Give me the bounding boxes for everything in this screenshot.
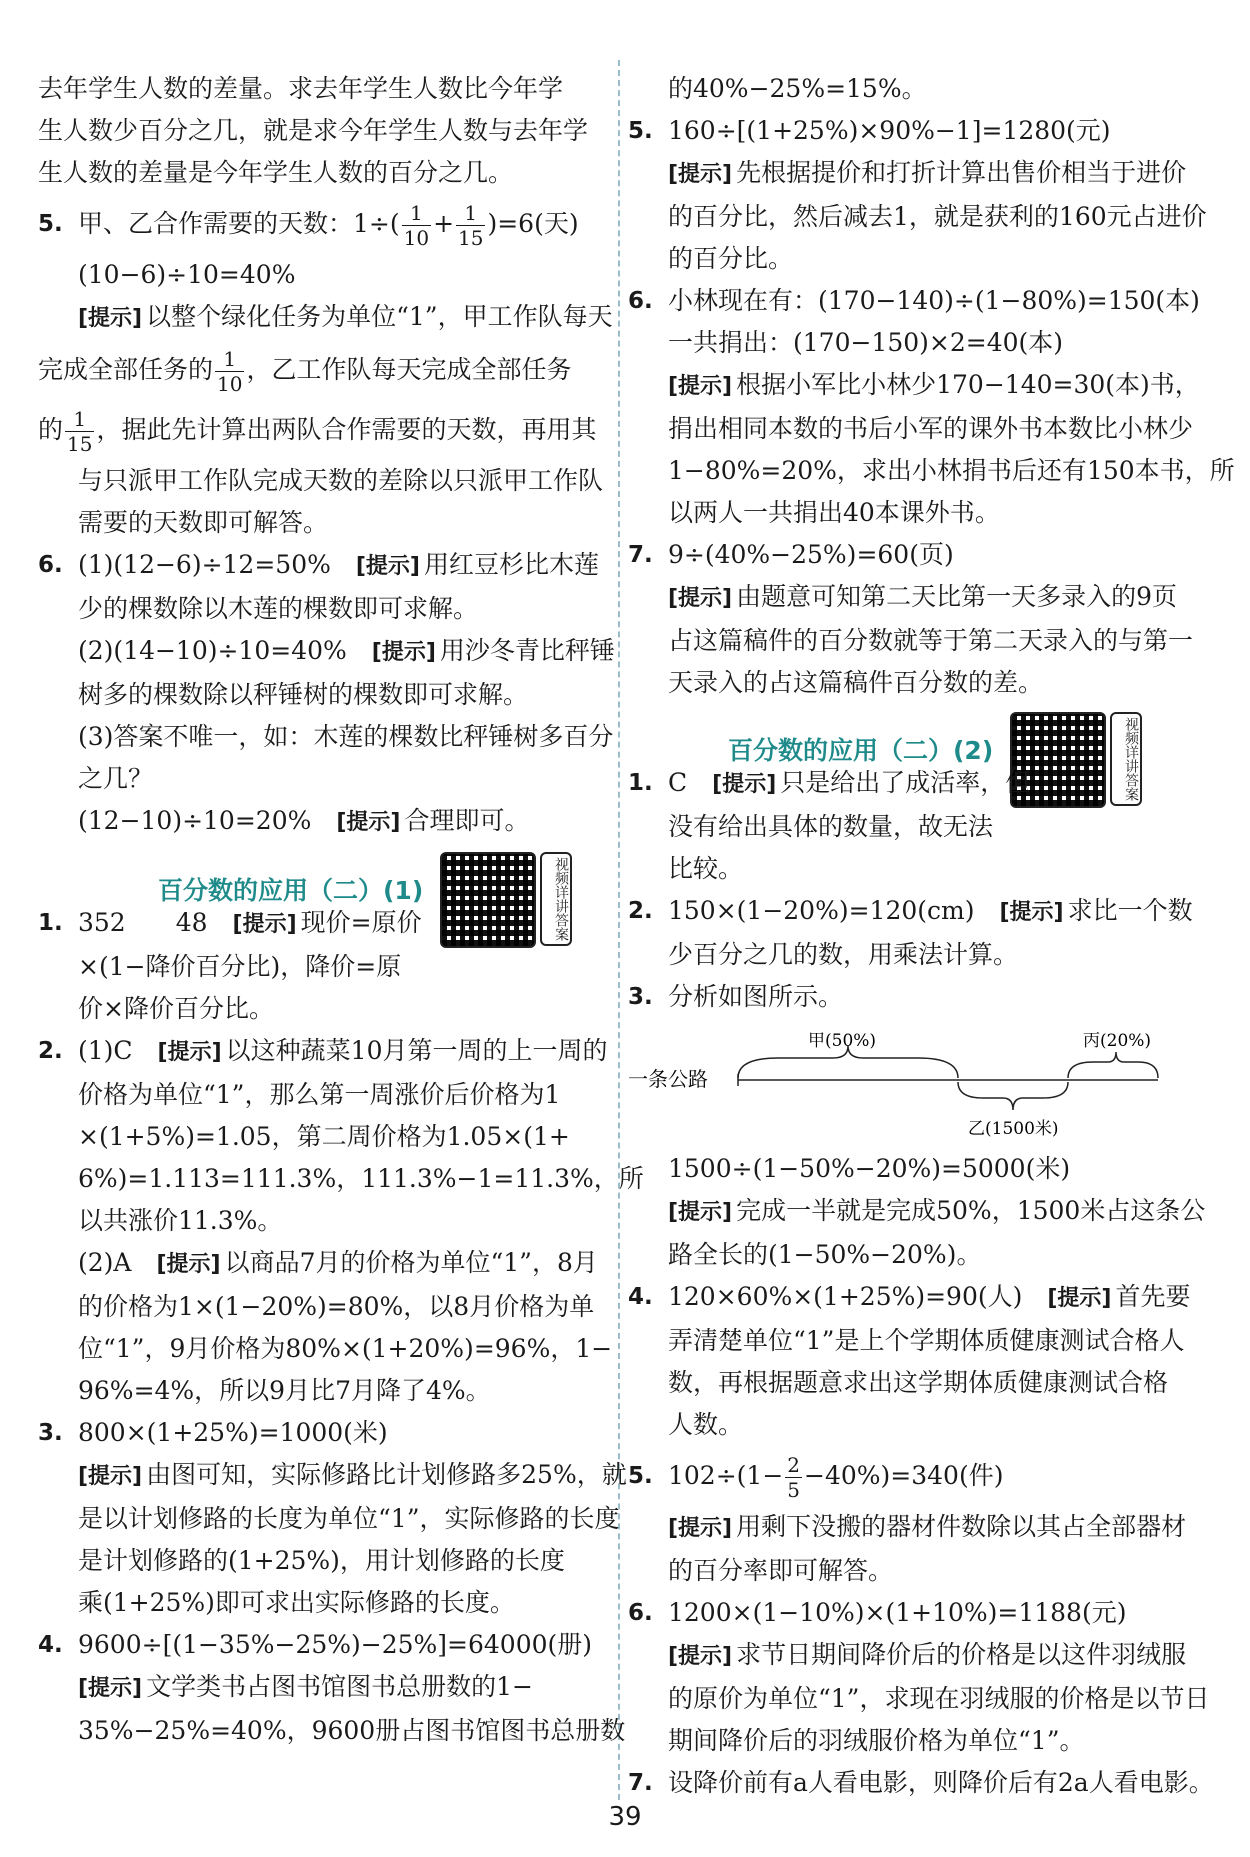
line-text: 占这篇稿件的百分数就等于第二天录入的与第一: [668, 626, 1194, 655]
hint-label: [提示]: [668, 1516, 733, 1541]
text-line: [628, 152, 1200, 196]
text-line: [38, 502, 610, 544]
line-text: 用剩下没搬的器材件数除以其占全部器材: [736, 1512, 1187, 1541]
hint-label: [提示]: [668, 374, 733, 399]
item-number: 3.: [628, 984, 653, 1010]
line-text: (10−6)÷10=40%: [78, 260, 296, 289]
text-line: [628, 1678, 1210, 1720]
text-line: [38, 758, 610, 800]
line-text: 完成全部任务的: [38, 355, 214, 384]
brace-bing: [1068, 1052, 1158, 1078]
fraction-denominator: 5: [787, 1478, 801, 1502]
road-diagram-svg: [628, 1018, 1200, 1148]
text-line: [628, 1190, 1206, 1234]
line-text: 一共捐出：(170−150)×2=40(本): [668, 328, 1064, 357]
line-text: 弄清楚单位“1”是上个学期体质健康测试合格人: [668, 1326, 1185, 1355]
line-text: ×(1+5%)=1.05，第二周价格为1.05×(1+: [78, 1122, 570, 1151]
line-text: 的百分率即可解答。: [668, 1556, 894, 1585]
text-line: [628, 1148, 1200, 1190]
item-number: 5.: [628, 118, 653, 144]
line-text: 价格为单位“1”，那么第一周涨价后价格为1: [78, 1080, 561, 1109]
line-text: 分析如图所示。: [668, 982, 844, 1011]
item-number: 1.: [38, 910, 63, 936]
text-line: [38, 1666, 610, 1710]
line-text: 由图可知，实际修路比计划修路多25%，就: [146, 1460, 627, 1489]
hint-label: [提示]: [355, 554, 420, 579]
text-line: [38, 340, 610, 400]
fraction-numerator: 1: [65, 409, 94, 432]
section-title-left: 百分数的应用（二）(1) 视频详讲答案: [38, 844, 610, 902]
text-line: [628, 280, 1200, 322]
line-text: 求节日期间降价后的价格是以这件羽绒服: [736, 1640, 1187, 1669]
line-text: 用沙冬青比秤锤: [439, 636, 615, 665]
line-text: ，乙工作队每天完成全部任务: [246, 355, 572, 384]
line-text: 完成一半就是完成50%，1500米占这条公: [736, 1196, 1206, 1225]
text-line: [38, 1030, 610, 1074]
text-line: [38, 1116, 610, 1158]
fraction: [215, 349, 244, 394]
fraction: [785, 1455, 802, 1500]
line-text: (1)C: [78, 1036, 158, 1065]
text-line: [38, 296, 613, 340]
line-text: 树多的棵数除以秤锤树的棵数即可求解。: [78, 680, 529, 709]
line-text: 的价格为1×(1−20%)=80%，以8月价格为单: [78, 1292, 595, 1321]
line-text: 期间降价后的羽绒服价格为单位“1”。: [668, 1726, 1085, 1755]
hint-label: [提示]: [78, 306, 143, 331]
line-text: 需要的天数即可解答。: [78, 508, 329, 537]
line-text: 根据小军比小林少170−140=30(本)书，: [736, 370, 1200, 399]
line-text: 是计划修路的(1+25%)，用计划修路的长度: [78, 1546, 565, 1575]
line-text: 6%)=1.113=111.3%，111.3%−1=11.3%，所: [78, 1164, 644, 1193]
text-line: [628, 890, 1200, 934]
road-diagram: [628, 1018, 1200, 1148]
text-line: [628, 1592, 1200, 1634]
line-text: 少的棵数除以木莲的棵数即可求解。: [78, 594, 479, 623]
text-line: [38, 946, 610, 988]
text-line: [38, 988, 610, 1030]
fraction-denominator: 10: [217, 372, 243, 396]
text-line: [628, 1506, 1200, 1550]
line-text: 乘(1+25%)即可求出实际修路的长度。: [78, 1588, 515, 1617]
item-number: 2.: [38, 1038, 63, 1064]
text-line: [628, 110, 1200, 152]
hint-label: [提示]: [78, 1464, 143, 1489]
line-text: 以共涨价11.3%。: [78, 1206, 283, 1235]
text-line: [38, 254, 610, 296]
text-line: [628, 1446, 1200, 1506]
section-title-right: 百分数的应用（二）(2) 视频详讲答案: [628, 704, 1200, 762]
line-text: 是以计划修路的长度为单位“1”，实际修路的长度: [78, 1504, 620, 1533]
line-text: 352 48: [78, 908, 233, 937]
hint-label: [提示]: [371, 640, 436, 665]
hint-label: [提示]: [712, 772, 777, 797]
line-text: 1200×(1−10%)×(1+10%)=1188(元): [668, 1598, 1127, 1627]
hint-label: [提示]: [156, 1252, 221, 1277]
text-line: [38, 1200, 610, 1242]
line-text: 首先要: [1115, 1282, 1191, 1311]
line-text: −40%)=340(件): [804, 1461, 1004, 1490]
text-line: [628, 68, 1200, 110]
line-text: 1−80%=20%，求出小林捐书后还有150本书，所: [668, 456, 1235, 485]
hint-label: [提示]: [232, 912, 297, 937]
line-text: 与只派甲工作队完成天数的差除以只派甲工作队: [78, 466, 604, 495]
text-line: [628, 620, 1200, 662]
text-line: [628, 322, 1200, 364]
text-line: [38, 400, 610, 460]
line-text: 120×60%×(1+25%)=90(人): [668, 1282, 1048, 1311]
line-text: 160÷[(1+25%)×90%−1]=1280(元): [668, 116, 1111, 145]
line-text: 以这种蔬菜10月第一周的上一周的: [225, 1036, 608, 1065]
text-line: [628, 196, 1207, 238]
line-text: (3)答案不唯一，如：木莲的棵数比秤锤树多百分: [78, 722, 614, 751]
qr-code-icon[interactable]: 视频详讲答案: [440, 852, 536, 948]
text-line: [38, 1454, 627, 1498]
line-text: )=6(天): [487, 209, 579, 238]
bing-label: 丙(20%): [1083, 1031, 1152, 1051]
item-number: 6.: [628, 1600, 653, 1626]
text-line: [38, 902, 610, 946]
item-number: 1.: [628, 770, 653, 796]
line-text: 的百分比，然后减去1，就是获利的160元占进价: [668, 202, 1207, 231]
text-line: [628, 1234, 1200, 1276]
right-column: [628, 68, 1235, 1804]
qr-code-icon[interactable]: 视频详讲答案: [1010, 712, 1106, 808]
text-line: [628, 848, 1200, 890]
text-line: [38, 674, 610, 716]
line-text: 数，再根据题意求出这学期体质健康测试合格: [668, 1368, 1169, 1397]
text-line: [38, 194, 610, 254]
text-line: [628, 976, 1200, 1018]
line-text: 设降价前有a人看电影，则降价后有2a人看电影。: [668, 1768, 1214, 1797]
text-line: [38, 1370, 610, 1412]
text-line: [628, 934, 1200, 976]
text-line: [38, 110, 610, 152]
line-text: 的百分比。: [668, 244, 794, 273]
hint-label: [提示]: [1047, 1286, 1112, 1311]
line-text: 150×(1−20%)=120(cm): [668, 896, 1000, 925]
text-line: [38, 1286, 610, 1328]
text-line: [628, 408, 1200, 450]
text-line: [628, 576, 1200, 620]
fraction-numerator: 2: [787, 1453, 801, 1477]
item-number: 7.: [628, 542, 653, 568]
line-text: 之几？: [78, 764, 154, 793]
text-line: [628, 1276, 1200, 1320]
line-text: (1)(12−6)÷12=50%: [78, 550, 356, 579]
text-line: [38, 1582, 610, 1624]
line-text: (2)(14−10)÷10=40%: [78, 636, 372, 665]
line-text: (2)A: [78, 1248, 157, 1277]
text-line: [38, 630, 615, 674]
line-text: 只是给出了成活率，但: [780, 768, 1031, 797]
line-text: 小林现在有：(170−140)÷(1−80%)=150(本): [668, 286, 1200, 315]
text-line: [38, 588, 610, 630]
line-text: 文学类书占图书馆图书总册数的1−: [146, 1672, 533, 1701]
text-line: [628, 1762, 1214, 1804]
hint-label: [提示]: [336, 810, 401, 835]
line-text: 甲、乙合作需要的天数：1÷(: [78, 209, 400, 238]
text-line: [38, 1540, 610, 1582]
line-text: 生人数的差量是今年学生人数的百分之几。: [38, 158, 514, 187]
text-line: [38, 800, 610, 844]
jia-label: 甲(50%): [808, 1031, 877, 1051]
line-text: 少百分之几的数，用乘法计算。: [668, 940, 1019, 969]
item-number: 4.: [38, 1632, 63, 1658]
line-text: 现价=原价: [300, 908, 422, 937]
text-line: [628, 534, 1200, 576]
road-label: 一条公路: [628, 1067, 708, 1091]
fraction-numerator: 1: [456, 203, 485, 226]
line-text: 天录入的占这篇稿件百分数的差。: [668, 668, 1044, 697]
left-column: [38, 68, 644, 1752]
item-number: 5.: [38, 211, 63, 237]
line-text: C: [668, 768, 713, 797]
line-text: 没有给出具体的数量，故无法: [668, 812, 994, 841]
hint-label: [提示]: [999, 900, 1064, 925]
hint-label: [提示]: [78, 1676, 143, 1701]
text-line: [628, 1320, 1200, 1362]
fraction-denominator: 10: [403, 226, 430, 250]
line-text: 位“1”，9月价格为80%×(1+20%)=96%，1−: [78, 1334, 613, 1363]
fraction: [65, 409, 94, 454]
text-line: [628, 762, 1200, 806]
line-text: 的40%−25%=15%。: [668, 74, 927, 103]
hint-label: [提示]: [668, 1644, 733, 1669]
fraction-denominator: 15: [67, 432, 93, 456]
text-line: [38, 68, 610, 110]
text-line: [628, 238, 1200, 280]
item-number: 6.: [38, 552, 63, 578]
item-number: 4.: [628, 1284, 653, 1310]
line-text: 800×(1+25%)=1000(米): [78, 1418, 388, 1447]
line-text: 9600÷[(1−35%−25%)−25%]=64000(册): [78, 1630, 593, 1659]
item-number: 3.: [38, 1420, 63, 1446]
text-line: [38, 1412, 610, 1454]
text-line: [38, 1498, 620, 1540]
line-text: 价×降价百分比。: [78, 994, 274, 1023]
line-text: (12−10)÷10=20%: [78, 806, 337, 835]
hint-label: [提示]: [668, 162, 733, 187]
fraction: [402, 203, 431, 248]
hint-label: [提示]: [668, 1200, 733, 1225]
text-line: [628, 1362, 1200, 1404]
line-text: 96%=4%，所以9月比7月降了4%。: [78, 1376, 491, 1405]
line-text: 以整个绿化任务为单位“1”，甲工作队每天: [146, 302, 613, 331]
hint-label: [提示]: [668, 586, 733, 611]
line-text: 由题意可知第二天比第一天多录入的9页: [736, 582, 1178, 611]
line-text: 用红豆杉比木莲: [423, 550, 599, 579]
line-text: 捐出相同本数的书后小军的课外书本数比小林少: [668, 414, 1194, 443]
fraction-denominator: 15: [458, 226, 484, 250]
line-text: 生人数少百分之几，就是求今年学生人数与去年学: [38, 116, 589, 145]
text-line: [38, 1328, 613, 1370]
brace-yi: [958, 1082, 1068, 1110]
line-text: ×(1−降价百分比)，降价=原: [78, 952, 402, 981]
text-line: [628, 364, 1200, 408]
fraction-numerator: 1: [215, 349, 244, 372]
item-number: 2.: [628, 898, 653, 924]
text-line: [38, 152, 610, 194]
line-text: 的原价为单位“1”，求现在羽绒服的价格是以节日: [668, 1684, 1210, 1713]
line-text: 的: [38, 415, 64, 444]
text-line: [38, 544, 610, 588]
line-text: 路全长的(1−50%−20%)。: [668, 1240, 982, 1269]
text-line: [38, 1158, 644, 1200]
fraction-numerator: 1: [402, 203, 431, 226]
line-text: 合理即可。: [404, 806, 530, 835]
line-text: 102÷(1−: [668, 1461, 784, 1490]
item-number: 7.: [628, 1770, 653, 1796]
line-text: +: [433, 209, 455, 238]
fraction: [456, 203, 485, 248]
text-line: [628, 1634, 1200, 1678]
line-text: 比较。: [668, 854, 744, 883]
text-line: [38, 1074, 610, 1116]
hint-label: [提示]: [157, 1040, 222, 1065]
line-text: 人数。: [668, 1410, 744, 1439]
text-line: [628, 1720, 1200, 1762]
item-number: 6.: [628, 288, 653, 314]
item-number: 5.: [628, 1463, 653, 1489]
text-line: [38, 1710, 626, 1752]
line-text: 求比一个数: [1067, 896, 1193, 925]
line-text: 先根据提价和打折计算出售价相当于进价: [736, 158, 1187, 187]
text-line: [628, 450, 1235, 492]
text-line: [38, 716, 614, 758]
text-line: [38, 1242, 610, 1286]
text-line: [38, 460, 610, 502]
line-text: 以两人一共捐出40本课外书。: [668, 498, 1000, 527]
line-text: 35%−25%=40%，9600册占图书馆图书总册数: [78, 1716, 626, 1745]
line-text: 去年学生人数的差量。求去年学生人数比今年学: [38, 74, 564, 103]
text-line: [628, 1404, 1200, 1446]
line-text: 9÷(40%−25%)=60(页): [668, 540, 954, 569]
text-line: [38, 1624, 610, 1666]
line-text: 1500÷(1−50%−20%)=5000(米): [668, 1154, 1071, 1183]
text-line: [628, 806, 1200, 848]
line-text: ，据此先计算出两队合作需要的天数，再用其: [96, 415, 597, 444]
yi-label: 乙(1500米): [968, 1119, 1059, 1139]
text-line: [628, 662, 1200, 704]
text-line: [628, 1550, 1200, 1592]
text-line: [628, 492, 1200, 534]
line-text: 以商品7月的价格为单位“1”，8月: [224, 1248, 598, 1277]
page-number: 39: [608, 1802, 642, 1832]
